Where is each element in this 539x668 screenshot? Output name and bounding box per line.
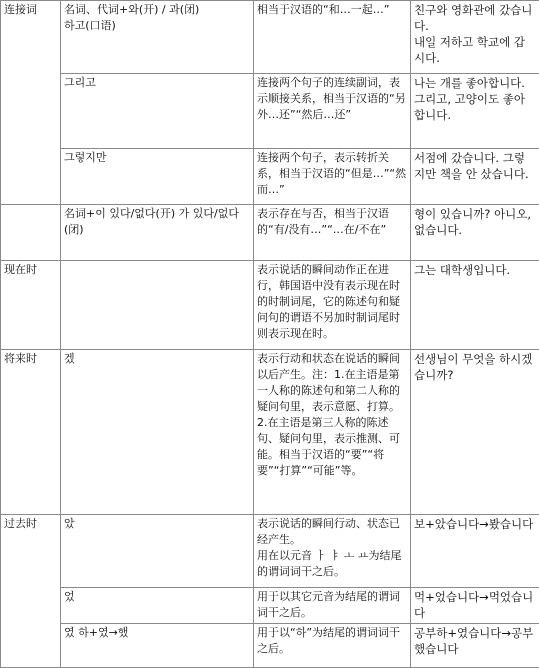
table-row [1,515,539,588]
example-cell: 형이 있습니까? 아니오, 없습니다. [411,205,539,261]
table-row [1,74,539,149]
explanation-cell: 相当于汉语的“和…一起…” [254,1,411,74]
table-row [1,149,539,205]
explanation-cell: 连接两个句子，表示转折关系，相当于汉语的“但是…”“然而…” [254,149,411,205]
example-cell: 나는 개를 좋아합니다. 그리고, 고양이도 좋아합니다. [411,74,539,149]
pattern-cell: 名词、代词+와(开) / 과(闭) 하고(口语) [61,1,254,74]
example-cell: 공부하+였습니다→공부했습니다 [411,624,539,668]
example-cell: 먹+었습니다→먹었습니다 [411,588,539,624]
table-row [1,1,539,74]
table-row [1,205,539,261]
table-row [1,624,539,668]
category-cell-conjunction: 连接词 [1,1,61,205]
pattern-cell: 그렇지만 [61,149,254,205]
table-row [1,350,539,515]
explanation-cell: 表示说话的瞬间动作正在进行，韩国语中没有表示现在时的时制词尾，它的陈述句和疑问句的谓语不另加时制词尾时则表示现在时。 [254,261,411,350]
pattern-cell: 였 하+였→했 [61,624,254,668]
category-cell-past: 过去时 [1,515,61,668]
pattern-cell: 그리고 [61,74,254,149]
table-row [1,588,539,624]
pattern-cell: 겠 [61,350,254,515]
explanation-cell: 表示存在与否，相当于汉语的“有/没有…”“…在/不在” [254,205,411,261]
example-cell: 보+았습니다→봤습니다 [411,515,539,588]
table-row [1,261,539,350]
explanation-cell: 用于以“하”为结尾的谓词词干之后。 [254,624,411,668]
category-cell-present: 现在时 [1,261,61,350]
pattern-cell: 았 [61,515,254,588]
example-cell: 그는 대학생입니다. [411,261,539,350]
category-cell-future: 将来时 [1,350,61,515]
pattern-cell: 名词+이 있다/없다(开) 가 있다/없다(闭) [61,205,254,261]
example-cell: 선생님이 무엇을 하시겠습니까? [411,350,539,515]
example-cell: 친구와 영화관에 갔습니다. 내일 저하고 학교에 갑시다. [411,1,539,74]
pattern-cell [61,261,254,350]
example-cell: 서점에 갔습니다. 그렇지만 책을 안 샀습니다. [411,149,539,205]
explanation-cell: 表示行动和状态在说话的瞬间以后产生。注：1.在主语是第一人称的陈述句和第二人称的疑问句里，表示意愿、打算。2.在主语是第三人称的陈述句、疑问句里，表示推测、可能。相当于汉语的“要”“将要”“打算”“可能”等。 [254,350,411,515]
explanation-cell: 用于以其它元音为结尾的谓词词干之后。 [254,588,411,624]
category-cell-existence [1,205,61,261]
pattern-cell: 었 [61,588,254,624]
explanation-cell: 表示说话的瞬间行动、状态已经产生。 用在以元音 ㅏ ㅑ ㅗ ㅛ为结尾的谓词词干之后。 [254,515,411,588]
explanation-cell: 连接两个句子的连续副词，表示顺接关系，相当于汉语的“另外…还”“然后…还” [254,74,411,149]
